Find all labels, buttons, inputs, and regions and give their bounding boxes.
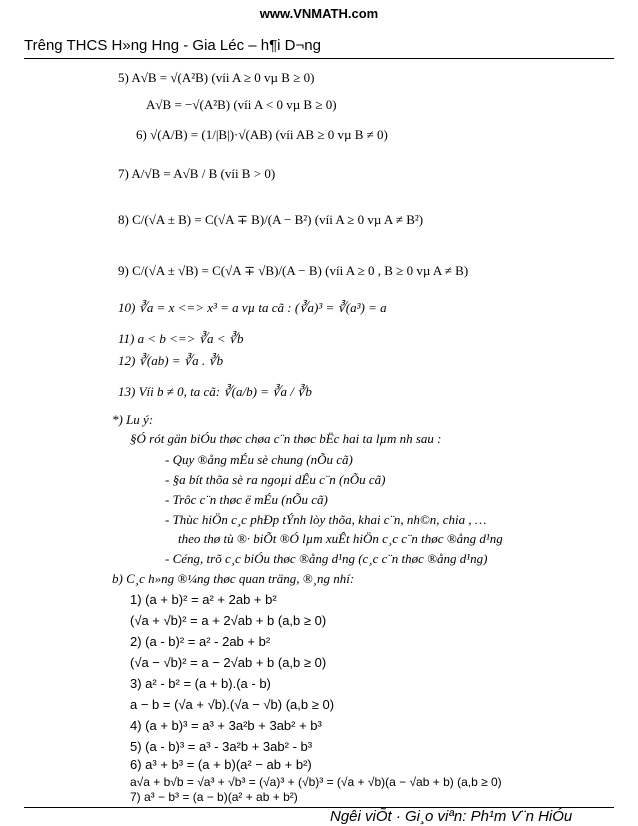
formula-8: 8) C/(√A ± B) = C(√A ∓ B)/(A − B²) (víi A ≥ 0 vµ A ≠ B²) — [118, 212, 424, 227]
notes-item: - Quy ®ång mÉu sè chung (nÕu cã) — [165, 452, 353, 467]
notes-title: *) Lu ý: — [112, 412, 154, 427]
identity-line: (√a + √b)² = a + 2√ab + b (a,b ≥ 0) — [130, 613, 327, 628]
site-url: www.VNMATH.com — [259, 6, 379, 21]
identity-line: (√a − √b)² = a − 2√ab + b (a,b ≥ 0) — [130, 655, 327, 670]
formula-5a: 5) A√B = √(A²B) (víi A ≥ 0 vµ B ≥ 0) — [118, 70, 315, 85]
identity-line: 5) (a - b)³ = a³ - 3a²b + 3ab² - b³ — [130, 739, 313, 754]
notes-item: - Trôc c¨n thøc ë mÉu (nÕu cã) — [165, 492, 328, 507]
identity-line: a − b = (√a + √b).(√a − √b) (a,b ≥ 0) — [130, 697, 335, 712]
formula-9: 9) C/(√A ± √B) = C(√A ∓ √B)/(A − B) (víi A ≥ 0 , B ≥ 0 vµ A ≠ B) — [118, 263, 469, 278]
notes-item: - Thùc hiÖn c¸c phÐp tÝnh lòy thõa, khai c¨n, nh©n, chia , … — [165, 512, 487, 527]
identity-line: 7) a³ − b³ = (a − b)(a² + ab + b²) — [130, 790, 298, 804]
formula-10: 10) ∛a = x <=> x³ = a vµ ta cã : (∛a)³ = ∛(a³) = a — [118, 300, 387, 315]
formula-7: 7) A/√B = A√B / B (víi B > 0) — [118, 166, 276, 181]
identity-line: 4) (a + b)³ = a³ + 3a²b + 3ab² + b³ — [130, 718, 322, 733]
identity-line: 2) (a - b)² = a² - 2ab + b² — [130, 634, 271, 649]
formula-6: 6) √(A/B) = (1/|B|)·√(AB) (víi AB ≥ 0 vµ B ≠ 0) — [136, 127, 388, 142]
identity-line: 3) a² - b² = (a + b).(a - b) — [130, 676, 271, 691]
notes-item: - §a bít thõa sè ra ngoµi dÊu c¨n (nÕu cã) — [165, 472, 386, 487]
identity-line: 1) (a + b)² = a² + 2ab + b² — [130, 592, 277, 607]
formula-5b: A√B = −√(A²B) (víi A < 0 vµ B ≥ 0) — [146, 97, 337, 112]
header-rule — [24, 58, 614, 59]
notes-item: - Céng, trõ c¸c biÓu thøc ®ång d¹ng (c¸c c¨n thøc ®ång d¹ng) — [165, 551, 488, 566]
formula-11: 11) a < b <=> ∛a < ∛b — [118, 331, 244, 346]
identity-line: a√a + b√b = √a³ + √b³ = (√a)³ + (√b)³ = (√a + √b)(a − √ab + b) (a,b ≥ 0) — [130, 775, 502, 789]
identities-title: b) C¸c h»ng ®¼ng thøc quan träng, ®¸ng nhí: — [112, 571, 355, 586]
formula-12: 12) ∛(ab) = ∛a . ∛b — [118, 353, 224, 368]
notes-item: theo thø tù ®· biÕt ®Ó lµm xuÊt hiÖn c¸c c¨n thøc ®ång d¹ng — [178, 531, 503, 546]
school-header: Trêng THCS H»ng Hng - Gia Léc – h¶i D¬ng — [24, 37, 321, 54]
notes-intro: §Ó rót gän biÓu thøc chøa c¨n thøc bËc hai ta lµm nh sau : — [130, 431, 442, 446]
formula-13: 13) Víi b ≠ 0, ta cã: ∛(a/b) = ∛a / ∛b — [118, 384, 312, 399]
identity-line: 6) a³ + b³ = (a + b)(a² − ab + b²) — [130, 757, 312, 772]
footer-author: Ngêi viÕt · Gi¸o viªn: Ph¹m V¨n HiÓu — [330, 808, 573, 825]
